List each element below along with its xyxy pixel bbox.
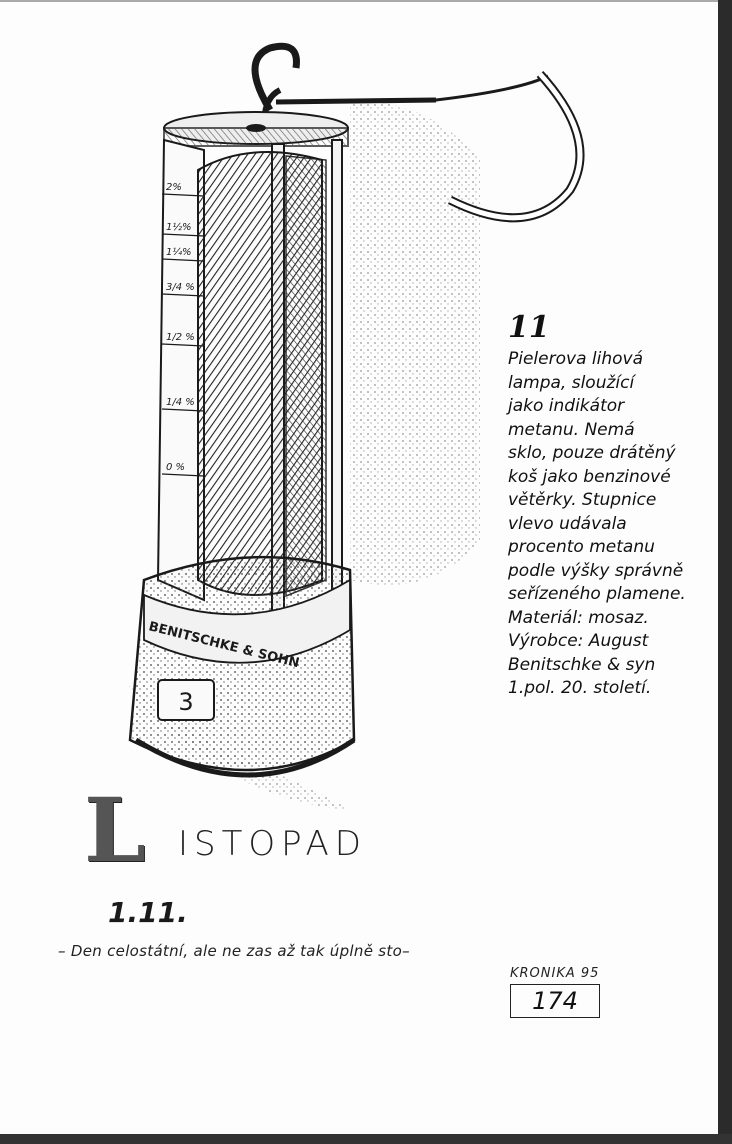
book-spine-edge [718, 0, 732, 1144]
scale-label: 3/4 % [166, 282, 195, 293]
month-initial: L [84, 778, 146, 882]
maker-band-label: BENITSCHKE & SOHN [147, 619, 301, 672]
month-name-rest: ISTOPAD [178, 824, 367, 864]
page-number-box [510, 984, 600, 1018]
page-top-edge [0, 0, 732, 2]
caption-line: sklo, pouze drátěný [508, 443, 676, 463]
caption-line: Výrobce: August [508, 631, 649, 651]
lamp-caption [508, 310, 713, 701]
caption-line: procento metanu [508, 537, 655, 557]
caption-line: koš jako benzinové [508, 466, 671, 487]
scale-label: 1¼% [166, 247, 192, 258]
caption-line: metanu. Nemá [508, 419, 635, 440]
caption-line: vlevo udávala [508, 513, 627, 534]
entry-text: – Den celostátní, ale ne zas až tak úplně sto– [58, 942, 410, 960]
month-heading [84, 778, 404, 882]
caption-number: 11 [508, 310, 550, 345]
page-bottom-edge [0, 1134, 732, 1144]
caption-line: lampa, sloužící [508, 372, 635, 393]
page-number: 174 [532, 987, 578, 1015]
caption-text [508, 348, 713, 701]
chronicle-label: KRONIKA 95 [510, 966, 600, 981]
lamp-chimney [198, 152, 326, 596]
caption-line: větěrky. Stupnice [508, 490, 657, 510]
caption-line: Pielerova lihová [508, 349, 643, 369]
number-plate [158, 680, 214, 720]
caption-line: jako indikátor [508, 396, 625, 416]
caption-line: 1.pol. 20. století. [508, 678, 652, 698]
scale-label: 1/4 % [166, 397, 195, 408]
caption-line: seřízeného plamene. [508, 584, 686, 604]
scale-label: 1½% [166, 222, 192, 233]
scale-label: 1/2 % [166, 332, 195, 343]
entry-date: 1.11. [108, 896, 188, 929]
scale-label: 2% [166, 182, 182, 193]
caption-line: Materiál: mosaz. [508, 607, 649, 628]
caption-line: podle výšky správně [508, 560, 684, 581]
lamp-top-cap [164, 112, 348, 146]
lamp-base [130, 557, 354, 775]
scale-label: 0 % [166, 462, 186, 473]
svg-text:3: 3 [178, 688, 194, 716]
caption-line: Benitschke & syn [508, 654, 656, 675]
